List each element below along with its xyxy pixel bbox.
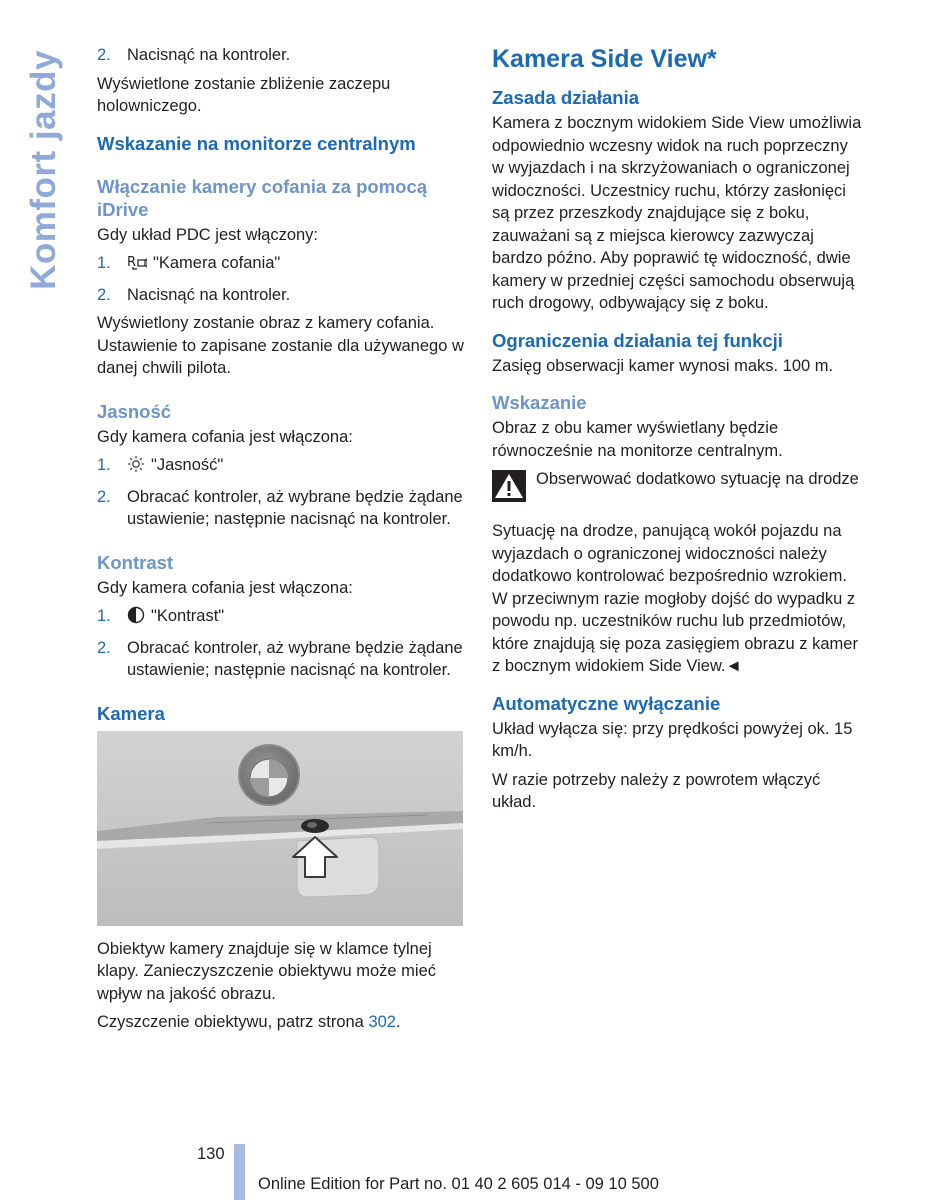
end-mark-icon: ◄ xyxy=(725,657,742,675)
page-number: 130 xyxy=(197,1145,225,1163)
towing-steps xyxy=(97,44,467,67)
reenable-paragraph: W razie potrzeby należy z powrotem włączyć układ. xyxy=(492,770,821,811)
brightness-steps xyxy=(97,454,467,531)
step-text: Nacisnąć na kontroler. xyxy=(127,285,291,304)
page-302-link[interactable]: 302 xyxy=(368,1013,396,1031)
warning-note xyxy=(492,468,862,514)
list-item xyxy=(97,605,467,631)
step-number: 2. xyxy=(97,487,111,506)
heading-enable-camera: Włączanie kamery cofania za pomocą iDrive xyxy=(97,175,428,220)
heading-auto-off: Automatyczne wyłączanie xyxy=(492,692,721,714)
lens-paragraph: Obiektyw kamery znajduje się w klamce tylnej klapy. Zanieczyszczenie obiektywu może mieć wpływ na jakość obrazu. xyxy=(97,939,436,1003)
step-text: "Kamera cofania" xyxy=(153,254,281,272)
heading-contrast: Kontrast xyxy=(97,551,174,573)
list-item xyxy=(97,486,467,531)
contrast-icon xyxy=(127,606,145,631)
brightness-icon xyxy=(127,455,145,480)
situation-text: Sytuację na drodze, panującą wokół pojazdu na wyjazdach o ograniczonej widoczności należy dodatkowo kontrolować bezpośrednio wzrokiem. W przeciwnym razie mogłoby dojść do wypadku z powodu np. uczestników ruchu lub przedmiotów, które znajdują się poza zasięgiem obrazu z kamer z bocznym widokiem Side View. xyxy=(492,522,858,675)
chapter-side-title-text: Komfort jazdy xyxy=(24,50,63,290)
step-text: "Kontrast" xyxy=(151,607,225,625)
svg-text:R: R xyxy=(127,255,137,270)
warning-text: Obserwować dodatkowo sytuację na drodze xyxy=(536,470,859,488)
step-number: 2. xyxy=(97,46,111,64)
step-number: 1. xyxy=(97,254,111,272)
step-text: Obracać kontroler, aż wybrane będzie żądane ustawienie; następnie nacisnąć na kontroler. xyxy=(127,487,463,528)
step-number: 2. xyxy=(97,285,111,304)
footer-bar xyxy=(234,1144,245,1200)
heading-camera: Kamera xyxy=(97,702,165,724)
step-number: 1. xyxy=(97,607,111,625)
auto-off-paragraph: Układ wyłącza się: przy prędkości powyżej ok. 15 km/h. xyxy=(492,719,853,760)
right-column xyxy=(492,44,862,820)
zoom-paragraph: Wyświetlone zostanie zbliżenie zaczepu holowniczego. xyxy=(97,74,391,115)
heading-principle: Zasada działania xyxy=(492,87,640,108)
heading-limits: Ograniczenia działania tej funkcji xyxy=(492,329,783,351)
left-column xyxy=(97,44,467,1040)
edition-note: Online Edition for Part no. 01 40 2 605 014 - 09 10 500 xyxy=(258,1175,659,1193)
step-text: "Jasność" xyxy=(151,456,224,474)
step-number: 1. xyxy=(97,456,111,474)
list-item xyxy=(97,637,467,682)
principle-paragraph: Kamera z bocznym widokiem Side View umożliwia odpowiednio wczesny widok na ruch poprzeczny w wyjazdach i na skrzyżowaniach o ograniczonej widoczności. Uczestnicy ruchu, którzy zasłonięci są przez przeszkody znajdujące się z boku, zauważani są z miejsca kierowcy zazwyczaj bardzo późno. Aby poprawić tę widoczność, dwie kamery w przedniej części samochodu obserwują ruch drogowy, odbywający się z boku. xyxy=(492,114,862,312)
step-number: 2. xyxy=(97,638,111,657)
brightness-intro: Gdy kamera cofania jest włączona: xyxy=(97,427,353,446)
list-item xyxy=(97,252,467,278)
camera-shown-paragraph: Wyświetlony zostanie obraz z kamery cofania. Ustawienie to zapisane zostanie dla używanego w danej chwili pilota. xyxy=(97,314,464,377)
situation-paragraph xyxy=(492,520,862,678)
idrive-steps xyxy=(97,252,467,306)
chapter-side-title xyxy=(14,40,74,300)
heading-display: Wskazanie xyxy=(492,392,587,413)
heading-brightness: Jasność xyxy=(97,400,172,422)
heading-side-view: Kamera Side View* xyxy=(492,45,717,73)
step-text: Obracać kontroler, aż wybrane będzie żądane ustawienie; następnie nacisnąć na kontroler. xyxy=(127,638,463,679)
cleaning-text: Czyszczenie obiektywu, patrz strona xyxy=(97,1013,369,1031)
contrast-steps xyxy=(97,605,467,682)
heading-central-monitor: Wskazanie na monitorze centralnym xyxy=(97,132,416,154)
limits-paragraph: Zasięg obserwacji kamer wynosi maks. 100 m. xyxy=(492,356,834,375)
step-text: Nacisnąć na kontroler. xyxy=(127,46,291,64)
reverse-camera-icon xyxy=(127,253,147,278)
cleaning-paragraph xyxy=(97,1011,467,1034)
tailgate-camera-illustration xyxy=(97,731,463,926)
cleaning-suffix: . xyxy=(395,1013,401,1031)
display-paragraph: Obraz z obu kamer wyświetlany będzie równocześnie na monitorze centralnym. xyxy=(492,419,783,460)
list-item xyxy=(97,284,467,307)
warning-icon xyxy=(492,470,526,502)
pdc-paragraph: Gdy układ PDC jest włączony: xyxy=(97,225,319,244)
list-item xyxy=(97,44,467,67)
contrast-intro: Gdy kamera cofania jest włączona: xyxy=(97,578,353,597)
list-item xyxy=(97,454,467,480)
